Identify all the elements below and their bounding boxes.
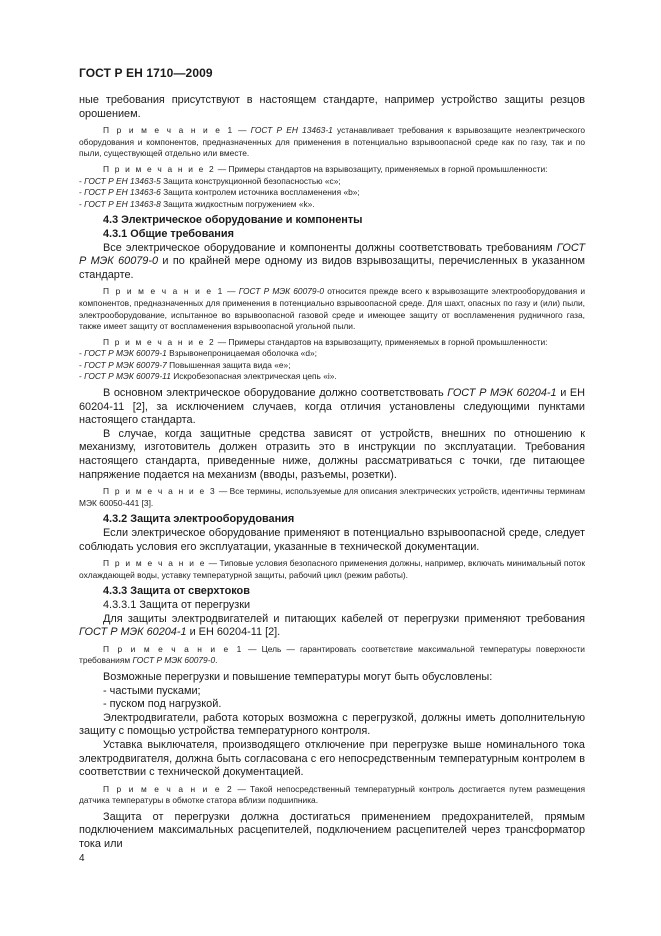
- text: В основном электрическое оборудование должно соответствовать: [103, 387, 448, 400]
- standard-reference: ГОСТ Р МЭК 60079-11: [84, 371, 171, 382]
- note: [79, 784, 585, 807]
- paragraph: [79, 242, 585, 283]
- standard-reference: ГОСТ Р МЭК 60079-0: [132, 655, 216, 666]
- note: [79, 644, 585, 667]
- note-label: П р и м е ч а н и е 2: [103, 336, 216, 347]
- text: Повышенная защита вида «е»;: [166, 359, 291, 370]
- standard-reference: ГОСТ Р МЭК 60079-0: [79, 241, 585, 268]
- standard-reference: ГОСТ Р МЭК 60204-1: [79, 626, 187, 639]
- list-item: - ГОСТ Р МЭК 60079-11 Искробезопасная электрическая цепь «i».: [79, 371, 337, 382]
- text: и ЕН 60204-11 [2].: [186, 626, 281, 639]
- text: — Цель — гарантировать соответствие максимальной температуры поверхности требованиям: [79, 643, 585, 666]
- text: —: [233, 125, 251, 136]
- note: [79, 286, 585, 332]
- standard-reference: ГОСТ Р МЭК 60204-1: [447, 387, 557, 400]
- paragraph: Если электрическое оборудование применяют в потенциально взрывоопасной среде, следует соблюдать условия его эксплуатации, указанные в технической документации.: [79, 527, 585, 553]
- note: [79, 558, 585, 581]
- list-item: - частыми пусками;: [103, 684, 201, 697]
- standard-reference: ГОСТ Р МЭК 60079-0: [238, 286, 325, 297]
- list-item: - ГОСТ Р ЕН 13463-5 Защита конструкционной безопасностью «с»;: [79, 175, 341, 186]
- standard-reference: ГОСТ Р МЭК 60079-1: [84, 348, 167, 359]
- paragraph: [79, 387, 585, 428]
- list-item: - пуском под нагрузкой.: [103, 698, 222, 711]
- clause-heading: 4.3.3.1 Защита от перегрузки: [103, 598, 251, 611]
- standard-reference: ГОСТ Р ЕН 13463-5: [84, 175, 161, 186]
- text: — Такой непосредственный температурный контроль достигается путем размещения датчика температуры в обмотке статора вблизи подшипника.: [79, 783, 586, 806]
- text: Защита жидкостным погружением «k».: [160, 198, 315, 209]
- note: [79, 486, 585, 509]
- note-label: П р и м е ч а н и е 1: [103, 643, 244, 654]
- paragraph: Защита от перегрузки должна достигаться применением предохранителей, прямым подключением максимальных расцепителей, подключением расцепителей через трансформатор тока или: [79, 810, 585, 851]
- page-number: 4: [79, 853, 85, 864]
- note-label: П р и м е ч а н и е 2: [103, 783, 234, 794]
- text: — Примеры стандартов на взрывозащиту, применяемых в горной промышленности:: [215, 163, 548, 174]
- document-header: ГОСТ Р ЕН 1710—2009: [79, 66, 213, 80]
- note-label: П р и м е ч а н и е 2: [103, 163, 216, 174]
- standard-reference: ГОСТ Р ЕН 13463-6: [84, 187, 161, 198]
- document-body: [79, 94, 585, 852]
- note-label: П р и м е ч а н и е 1: [103, 125, 234, 136]
- text: Все электрическое оборудование и компоненты должны соответствовать требованиям: [103, 241, 557, 254]
- standard-reference: ГОСТ Р ЕН 13463-8: [84, 198, 161, 209]
- paragraph: [79, 94, 585, 121]
- note-label: П р и м е ч а н и е: [103, 558, 207, 569]
- standard-reference: ГОСТ Р МЭК 60079-7: [84, 359, 167, 370]
- list-item: - ГОСТ Р ЕН 13463-6 Защита контролем источника воспламенения «b»;: [79, 187, 360, 198]
- note: [79, 125, 585, 160]
- note: [79, 164, 585, 176]
- paragraph: В случае, когда защитные средства зависят от устройств, внешних по отношению к механизму, изготовитель должен отразить это в инструкции по эксплуатации. Требования настоящего стандарта, приведенные ниже, должны рассматриваться с точки, где питающее напряжение подается на механизм (вводы, разъемы, розетки).: [79, 427, 585, 481]
- text: Взрывонепроницаемая оболочка «d»;: [166, 348, 317, 359]
- section-heading: 4.3 Электрическое оборудование и компоненты: [103, 214, 363, 227]
- note-label: П р и м е ч а н и е 1: [103, 286, 224, 297]
- paragraph: Электродвигатели, работа которых возможна с перегрузкой, должны иметь дополнительную защиту с помощью устройства температурного контроля.: [79, 711, 585, 738]
- note-label: П р и м е ч а н и е 3: [103, 486, 217, 497]
- text: —: [223, 286, 239, 297]
- subsection-heading: 4.3.2 Защита электрооборудования: [103, 513, 295, 526]
- text: относится прежде всего к взрывозащите электрооборудования и компонентов, предназначенных для применения в потенциально взрывоопасной среде. Для шахт, опасных по газу и (или) пыли, электрооборудование, испытанное во взрывоопасной газовой среде и имеющее защиту от воспламенения рудничного газа, также имеет защиту от воспламенения взрывоопасной угольной пыли.: [79, 286, 585, 332]
- standard-reference: ГОСТ Р ЕН 13463-1: [250, 125, 333, 136]
- text: и ЕН 60204-11 [2], за исключением случаев, когда отличия установлены следующими пунктами настоящего стандарта.: [79, 387, 586, 427]
- list-item: - ГОСТ Р ЕН 13463-8 Защита жидкостным погружением «k».: [79, 198, 315, 209]
- text: — Примеры стандартов на взрывозащиту, применяемых в горной промышленности:: [215, 336, 548, 347]
- text: — Все термины, используемые для описания электрических устройств, идентичны терминам МЭК 60050-441 [3].: [79, 486, 585, 508]
- text: устанавливает требования к взрывозащите неэлектрического оборудования и компонентов, предназначенных для применения в потенциально взрывоопасной среде как по газу, так и по пыли, существующей отдельно или вместе.: [79, 125, 585, 159]
- list-item: - ГОСТ Р МЭК 60079-7 Повышенная защита вида «е»;: [79, 359, 291, 370]
- paragraph: Возможные перегрузки и повышение температуры могут быть обусловлены:: [103, 670, 493, 683]
- text: ные требования присутствуют в настоящем стандарте, например устройство защиты резцов орошением.: [79, 94, 585, 120]
- text: Для защиты электродвигателей и питающих кабелей от перегрузки применяют требования: [103, 612, 585, 625]
- list-item: - ГОСТ Р МЭК 60079-1 Взрывонепроницаемая оболочка «d»;: [79, 348, 317, 359]
- note: [79, 337, 585, 349]
- text: Защита контролем источника воспламенения «b»;: [160, 187, 360, 198]
- text: Защита конструкционной безопасностью «с»;: [160, 175, 341, 186]
- paragraph: Уставка выключателя, производящего отключение при перегрузке выше номинального тока электродвигателя, должна быть согласована с его непосредственным температурным контролем в соответствии с технической документацией.: [79, 738, 585, 779]
- paragraph: [79, 613, 585, 640]
- subsection-heading: 4.3.3 Защита от сверхтоков: [103, 585, 250, 598]
- text: и по крайней мере одному из видов взрывозащиты, перечисленных в указанном стандарте.: [79, 255, 585, 281]
- text: — Типовые условия безопасного применения должны, например, включать минимальный поток охлаждающей воды, уставку температурной защиты, рабочий цикл (режим работы).: [79, 558, 585, 580]
- text: Искробезопасная электрическая цепь «i».: [170, 371, 337, 382]
- text: .: [215, 655, 218, 666]
- subsection-heading: 4.3.1 Общие требования: [103, 227, 234, 240]
